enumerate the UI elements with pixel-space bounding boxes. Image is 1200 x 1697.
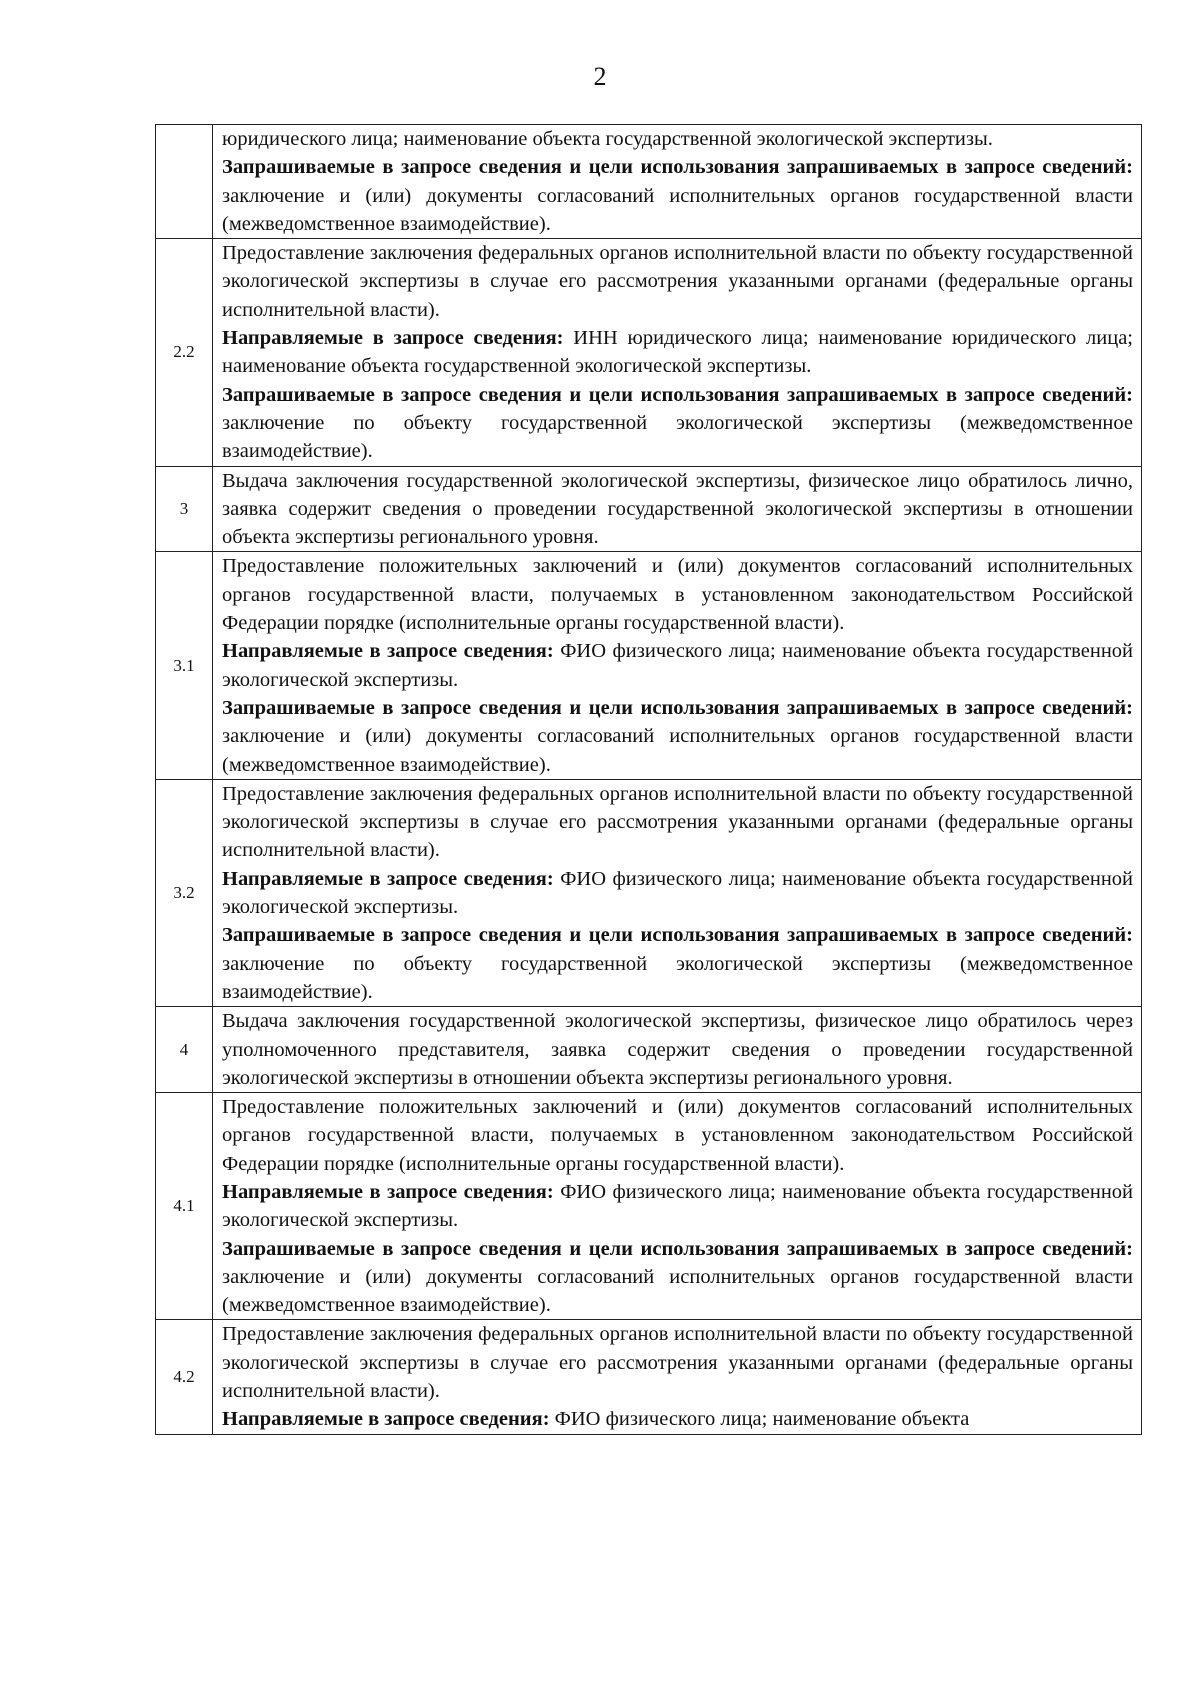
paragraph — [222, 1320, 1133, 1405]
row-description — [213, 125, 1142, 239]
paragraph-text: ФИО физического лица; наименование объекта государственной экологической экспертизы. — [222, 640, 1134, 691]
table-row — [156, 466, 1142, 552]
requests-table — [155, 124, 1142, 1435]
paragraph-text: заключение и (или) документы согласований исполнительных органов государственной власти (межведомственное взаимодействие). — [222, 184, 1133, 235]
paragraph — [222, 637, 1133, 694]
paragraph-text: Выдача заключения государственной экологической экспертизы, физическое лицо обратилось лично, заявка содержит сведения о проведении государственной экологической экспертизы в отношении объекта экспертизы регионального уровня. — [222, 469, 1133, 549]
page-number: 2 — [593, 62, 607, 91]
row-number: 3 — [156, 466, 213, 552]
paragraph — [222, 125, 1133, 153]
paragraph — [222, 239, 1133, 324]
paragraph-text: Предоставление заключения федеральных органов исполнительной власти по объекту государственной экологической экспертизы в случае его рассмотрения указанными органами (федеральные органы исполнительной власти). — [222, 242, 1133, 321]
row-description — [213, 1007, 1142, 1093]
row-number: 3.1 — [156, 552, 213, 779]
paragraph-heading: Запрашиваемые в запросе сведения и цели использования запрашиваемых в запросе сведений: — [222, 1237, 1133, 1260]
paragraph — [222, 1007, 1133, 1092]
paragraph-heading: Запрашиваемые в запросе сведения и цели использования запрашиваемых в запросе сведений: — [222, 156, 1133, 179]
paragraph-text: заключение и (или) документы согласований исполнительных органов государственной власти (межведомственное взаимодействие). — [222, 1265, 1133, 1317]
paragraph-heading: Направляемые в запросе сведения: — [222, 1180, 554, 1203]
paragraph-heading: Запрашиваемые в запросе сведения и цели использования запрашиваемых в запросе сведений: — [222, 924, 1133, 947]
row-number: 4 — [156, 1007, 213, 1093]
paragraph-text: Предоставление положительных заключений и (или) документов согласований исполнительных органов государственной власти, получаемых в установленном законодательством Российской Федерации порядке (исполнительные органы государственной власти). — [222, 1096, 1133, 1175]
row-description — [213, 1320, 1142, 1434]
paragraph-text: ФИО физического лица; наименование объекта — [549, 1408, 970, 1431]
row-description — [213, 466, 1142, 552]
paragraph-heading: Запрашиваемые в запросе сведения и цели использования запрашиваемых в запросе сведений: — [222, 696, 1133, 719]
paragraph-text: Предоставление заключения федеральных органов исполнительной власти по объекту государственной экологической экспертизы в случае его рассмотрения указанными органами (федеральные органы исполнительной власти). — [222, 1323, 1133, 1403]
row-description — [213, 779, 1142, 1006]
paragraph — [222, 467, 1133, 552]
paragraph-text: юридического лица; наименование объекта государственной экологической экспертизы. — [222, 128, 993, 150]
paragraph-heading: Направляемые в запросе сведения: — [222, 867, 554, 890]
paragraph-heading: Запрашиваемые в запросе сведения и цели использования запрашиваемых в запросе сведений: — [222, 383, 1133, 406]
paragraph — [222, 921, 1133, 1006]
paragraph-heading: Направляемые в запросе сведения: — [222, 1408, 550, 1431]
row-number: 2.2 — [156, 239, 213, 466]
paragraph — [222, 381, 1133, 466]
paragraph-text: Предоставление заключения федеральных органов исполнительной власти по объекту государственной экологической экспертизы в случае его рассмотрения указанными органами (федеральные органы исполнительной власти). — [222, 782, 1133, 862]
row-number: 4.1 — [156, 1093, 213, 1320]
row-description — [213, 552, 1142, 779]
paragraph-text: ФИО физического лица; наименование объекта государственной экологической экспертизы. — [222, 867, 1134, 919]
row-number: 4.2 — [156, 1320, 213, 1434]
row-number: 3.2 — [156, 779, 213, 1006]
paragraph-heading: Направляемые в запросе сведения: — [222, 327, 564, 350]
row-description — [213, 1093, 1142, 1320]
paragraph-text: Выдача заключения государственной экологической экспертизы, физическое лицо обратилось через уполномоченного представителя, заявка содержит сведения о проведении государственной экологической экспертизы в отношении объекта экспертизы регионального уровня. — [222, 1010, 1133, 1089]
paragraph-text: заключение по объекту государственной экологической экспертизы (межведомственное взаимодействие). — [222, 411, 1133, 463]
paragraph — [222, 694, 1133, 779]
paragraph-text: заключение по объекту государственной экологической экспертизы (межведомственное взаимодействие). — [222, 952, 1133, 1003]
table-row — [156, 1320, 1142, 1434]
table-row — [156, 552, 1142, 779]
paragraph — [222, 865, 1133, 922]
paragraph — [222, 1405, 1133, 1433]
paragraph — [222, 153, 1133, 238]
paragraph-text: Предоставление положительных заключений и (или) документов согласований исполнительных органов государственной власти, получаемых в установленном законодательством Российской Федерации порядке (исполнительные органы государственной власти). — [222, 555, 1133, 635]
table-row — [156, 1093, 1142, 1320]
row-description — [213, 239, 1142, 466]
paragraph — [222, 1178, 1133, 1235]
paragraph-text: ИНН юридического лица; наименование юридического лица; наименование объекта государственной экологической экспертизы. — [222, 327, 1133, 378]
paragraph-heading: Направляемые в запросе сведения: — [222, 640, 554, 663]
paragraph-text: заключение и (или) документы согласований исполнительных органов государственной власти (межведомственное взаимодействие). — [222, 725, 1133, 776]
paragraph — [222, 1235, 1133, 1320]
table-row — [156, 779, 1142, 1006]
row-number — [156, 125, 213, 239]
table-row — [156, 125, 1142, 239]
table-row — [156, 1007, 1142, 1093]
paragraph-text: ФИО физического лица; наименование объекта государственной экологической экспертизы. — [222, 1180, 1134, 1232]
paragraph — [222, 552, 1133, 637]
paragraph — [222, 1093, 1133, 1178]
table-row — [156, 239, 1142, 466]
paragraph — [222, 324, 1133, 381]
paragraph — [222, 780, 1133, 865]
